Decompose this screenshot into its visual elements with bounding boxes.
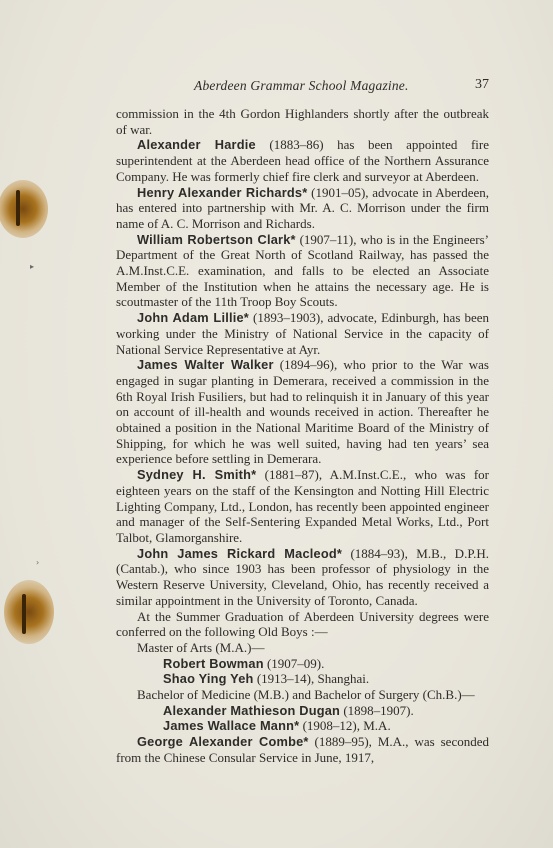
person-name: John Adam Lillie* xyxy=(137,310,249,326)
person-name: George Alexander Combe* xyxy=(137,734,309,750)
graduate-name: Robert Bowman xyxy=(163,655,264,671)
person-name: John James Rickard Macleod* xyxy=(137,545,343,561)
paragraph-entry: John Adam Lillie* (1893–1903), advocate, Edinburgh, has been working under the Ministry of National Service in the capacity of National Service Representative at Ayr. xyxy=(116,310,489,357)
paragraph-entry: James Walter Walker (1894–96), who prior to the War was engaged in sugar planting in Demerara, received a commission in the 6th Royal Irish Fusiliers, but had to relinquish it in January of this year on account of ill-health and wounds received in action. Thereafter he obtained a position in the National Maritime Board of the Ministry of Shipping, for which he was well suited, having had ten years’ sea experience before settling in Demerara. xyxy=(116,357,489,467)
person-name: James Walter Walker xyxy=(137,357,274,373)
person-name: Alexander Hardie xyxy=(137,137,256,153)
paragraph-continued: commission in the 4th Gordon Highlanders shortly after the outbreak of war. xyxy=(116,106,489,137)
magazine-title: Aberdeen Grammar School Magazine. xyxy=(194,78,409,93)
paragraph-entry: George Alexander Combe* (1889–95), M.A., was seconded from the Chinese Consular Service in June, 1917, xyxy=(116,734,489,765)
degree-heading-mb: Bachelor of Medicine (M.B.) and Bachelor of Surgery (Ch.B.)— xyxy=(137,687,475,703)
rust-stain-top xyxy=(0,180,48,238)
graduate-name: Alexander Mathieson Dugan xyxy=(163,702,341,718)
person-name: William Robertson Clark* xyxy=(137,231,296,247)
article-body xyxy=(116,106,489,766)
person-name: Sydney H. Smith* xyxy=(137,467,257,483)
page-number: 37 xyxy=(475,77,489,92)
paragraph-entry: Alexander Hardie (1883–86) has been appointed fire superintendent at the Aberdeen head office of the Northern Assurance Company. He was formerly chief fire clerk and surveyor at Aberdeen. xyxy=(116,137,489,184)
rust-stain-bottom xyxy=(4,580,54,644)
graduation-intro: At the Summer Graduation of Aberdeen University degrees were conferred on the following Old Boys :— xyxy=(116,608,489,640)
paragraph-entry: William Robertson Clark* (1907–11), who is in the Engineers’ Department of the Great North of Scotland Railway, has passed the A.M.Inst.C.E. examination, and falls to be elected an Associate Member of the Institution when he attains the necessary age. He is scoutmaster of the 11th Troop Boy Scouts. xyxy=(116,231,489,310)
paragraph-entry: Henry Alexander Richards* (1901–05), advocate in Aberdeen, has entered into partnership with Mr. A. C. Morrison under the firm name of A. C. Morrison and Richards. xyxy=(116,184,490,231)
person-name: Henry Alexander Richards* xyxy=(137,184,308,200)
graduate-entry: Alexander Mathieson Dugan (1898–1907). xyxy=(163,702,414,718)
graduate-name: James Wallace Mann* xyxy=(163,718,300,734)
graduate-entry: Robert Bowman (1907–09). xyxy=(163,655,325,671)
margin-mark-2: › xyxy=(36,558,40,567)
paragraph-entry: John James Rickard Macleod* (1884–93), M.B., D.P.H. (Cantab.), who since 1903 has been professor of physiology in the Western Reserve University, Cleveland, Ohio, has recently received a similar appointment in the University of Toronto, Canada. xyxy=(116,545,489,608)
pin-mark-top xyxy=(16,190,20,226)
degree-heading-ma: Master of Arts (M.A.)— xyxy=(137,639,265,655)
graduate-entry: Shao Ying Yeh (1913–14), Shanghai. xyxy=(163,671,370,687)
graduate-name: Shao Ying Yeh xyxy=(163,671,254,687)
graduate-entry: James Wallace Mann* (1908–12), M.A. xyxy=(163,718,391,734)
pin-mark-bottom xyxy=(22,594,26,634)
paragraph-entry: Sydney H. Smith* (1881–87), A.M.Inst.C.E., who was for eighteen years on the staff of the Kensington and Notting Hill Electric Lighting Company, Ltd., London, has recently been appointed engineer and manager of the Self-Sentering Expanded Metal Works, Ltd., Port Talbot, Glamorganshire. xyxy=(116,467,490,545)
margin-mark-1: ▸ xyxy=(30,262,35,271)
